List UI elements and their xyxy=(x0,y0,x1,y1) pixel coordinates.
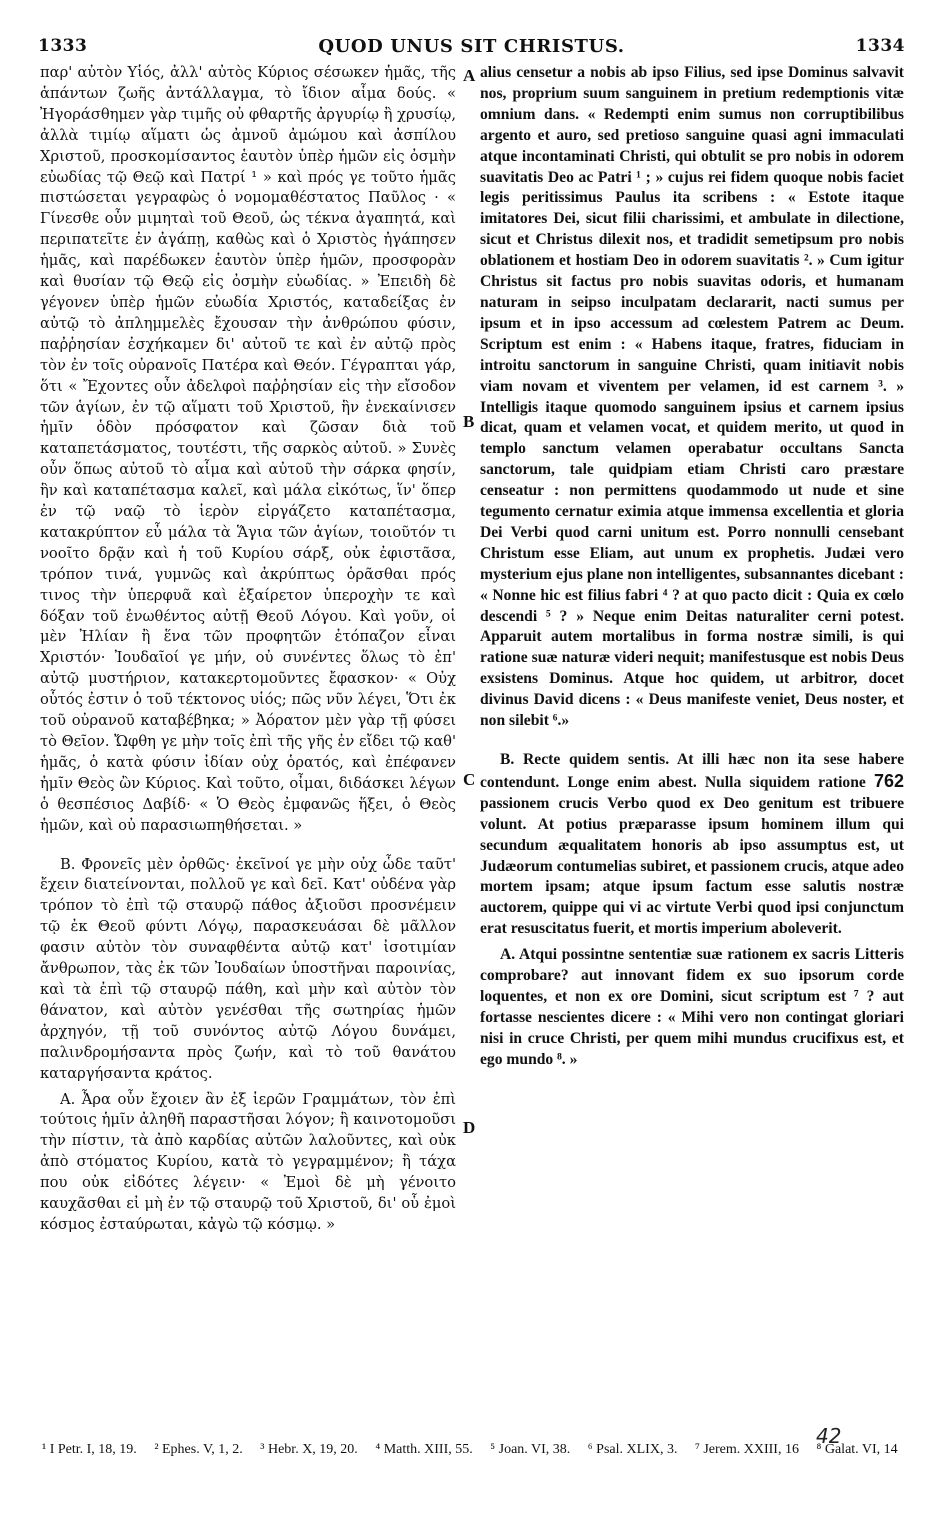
latin-paragraph-1: alius censetur a nobis ab ipso Filius, sed ipse Dominus salvavit nos, proprium suum sanguinem in pretium redemptionis vitæ omnium dans. « Redempti enim sumus non corruptibilibus argento et auro, sed pretioso sanguine quasi agni immaculati atque incontaminati Christi, qui obtulit se pro nobis in odorem suavitatis Deo ac Patri ¹ ; » cujus rei fidem quoque nobis faciet legis peritissimus Paulus ita scribens : « Estote itaque imitatores Dei, sicut filii charissimi, et ambulate in dilectione, sicut et Christus dilexit nos, et tradidit semetipsum pro nobis oblationem et hostiam Deo in odorem suavitatis ². » Cum igitur Christus sit factus pro nobis suavitas odoris, et humanam naturam in seipso inculpatam declararit, nacti sumus per ipsum et in ipso accessum ad cœlestem Patrem ac Deum. Scriptum est enim : « Habens itaque, fratres, fiduciam in introitu sanctorum in sanguine Christi, quam initiavit nobis viam novam et viventem per velamen, id est carnem ³. » Intelligis itaque quomodo sanguinem ipsius et carnem ipsius dicat, quam et velamen vocat, et quidem merito, ut quod in templo sanctum velamen operabatur occultans Sancta sanctorum, tale quidpiam etiam Christi caro præstare censeatur : non permittens quodammodo ut nude et sine tegumento cernatur eximia atque immensa excellentia et gloria Dei Verbi quod carni unitum est. Porro nonnulli censebant Christum esse Eliam, aut unum ex prophetis. Judæi vero mysterium ejus plane non intelligentes, subsannantes dicebant : « Nonne hic est filius fabri ⁴ ? at quo pacto dicit : Quia ex cœlo descendi ⁵ ? » Neque enim Deitas naturaliter cerni potest. Apparuit autem mortalibus in forma nostræ simili, is qui ratione suæ naturæ videri nequit; manifestusque est nobis Deus exsistens Dominus. Atque hoc quidem, ut arbitror, docet divinus David dicens : « Deus manifeste veniet, Deus noster, et non silebit ⁶.» xyxy=(480,64,904,730)
footnote-3: ³ Hebr. X, 19, 20. xyxy=(260,1442,358,1457)
running-title: QUOD UNUS SIT CHRISTUS. xyxy=(318,36,625,57)
latin-paragraph-2 xyxy=(480,750,904,940)
footnote-6: ⁶ Psal. XLIX, 3. xyxy=(587,1442,678,1457)
handwritten-note: 42 xyxy=(816,1424,842,1448)
greek-paragraph-1: παρ' αὐτὸν Υἱός, ἀλλ' αὐτὸς Κύριος σέσωκεν ἡμᾶς, τῆς ἁπάντων ζωῆς ἀντάλλαγμα, τὸ ἴδιον αἷμα δούς. « Ἠγοράσθημεν γὰρ τιμῆς οὐ φθαρτῆς ἀργυρίῳ ἢ χρυσίῳ, ἀλλὰ τιμίῳ αἵματι ὡς ἀμνοῦ ἀμώμου καὶ ἀσπίλου Χριστοῦ, προσκομίσαντος ἑαυτὸν ὑπὲρ ἡμῶν εἰς ὀσμὴν εὐωδίας τῷ Θεῷ καὶ Πατρί ¹ » καὶ πρός γε τοῦτο ἡμᾶς πιστώσεται γεγραφὼς ὁ νομομαθέστατος Παῦλος · « Γίνεσθε οὖν μιμηταὶ τοῦ Θεοῦ, ὡς τέκνα ἀγαπητά, καὶ περιπατεῖτε ἐν ἀγάπῃ, καθὼς καὶ ὁ Χριστὸς ἠγάπησεν ἡμᾶς, καὶ παρέδωκεν ἑαυτὸν ὑπὲρ ἡμῶν, προσφορὰν καὶ θυσίαν τῷ Θεῷ εἰς ὀσμὴν εὐωδίας. » Ἐπειδὴ δὲ γέγονεν ὑπὲρ ἡμῶν εὐωδία Χριστός, καταδείξας ἐν αὐτῷ τὸ ἀπλημμελὲς ἔχουσαν τὴν ἀνθρώπου φύσιν, παῤῥησίαν ἐσχήκαμεν δι' αὐτοῦ τε καὶ ἐν αὐτῷ πρὸς τὸν ἐν τοῖς οὐρανοῖς Πατέρα καὶ Θεόν. Γέγραπται γάρ, ὅτι « Ἔχοντες οὖν ἀδελφοὶ παῤῥησίαν εἰς τὴν εἴσοδον τῶν ἁγίων, ἐν τῷ αἵματι τοῦ Χριστοῦ, ἣν ἐνεκαίνισεν ἡμῖν ὁδὸν πρόσφατον καὶ ζῶσαν διὰ τοῦ καταπετάσματος, τουτέστι, τῆς σαρκὸς αὐτοῦ. » Συνὲς οὖν ὅπως αὐτοῦ τὸ αἷμα καὶ αὐτοῦ τὴν σάρκα φησίν, ἣν καὶ καταπέτασμα καλεῖ, καὶ μάλα εἰκότως, ἵν' ὅπερ ἐν τῷ ναῷ τὸ ἱερὸν εἰργάζετο καταπέτασμα, κατακρύπτον εὖ μάλα τὰ Ἅγια τῶν ἁγίων, τοιοῦτόν τι νοοῖτο δρᾷν καὶ ἡ τοῦ Κυρίου σάρξ, οὐκ ἐφιστᾶσα, τρόπον τινά, γυμνῶς καὶ ἀκρύπτως ὁρᾶσθαι πρός τινος τὴν ὑπερφυᾶ καὶ ἐξαίρετον ὑπεροχὴν τε καὶ δόξαν τοῦ ἐνωθέντος αὐτῇ Θεοῦ Λόγου. Καὶ γοῦν, οἱ μὲν Ἠλίαν ἢ ἕνα τῶν προφητῶν ἐτόπαζον εἶναι Χριστόν· Ἰουδαῖοί γε μήν, οὐ συνέντες ὅλως τὸ ἐπ' αὐτῷ μυστήριον, κατακερτομοῦντες ἔφασκον· « Οὐχ οὗτός ἐστιν ὁ τοῦ τέκτονος υἱός; πῶς νῦν λέγει, Ὅτι ἐκ τοῦ οὐρανοῦ καταβέβηκα; » Ἀόρατον μὲν γὰρ τῇ φύσει τὸ Θεῖον. Ὤφθη γε μὴν τοῖς ἐπὶ τῆς γῆς ἐν εἴδει τῷ καθ' ἡμᾶς, ὁ κατὰ φύσιν ἰδίαν οὐχ ὁρατός, καὶ ἐπέφανεν ἡμῖν Θεὸς ὢν Κύριος. Καὶ τοῦτο, οἶμαι, διδάσκει λέγων ὁ θεσπέσιος Δαβίδ· « Ὁ Θεὸς ἐμφανῶς ἥξει, ὁ Θεὸς ἡμῶν, καὶ οὐ παρασιωπηθήσεται. » xyxy=(40,64,456,834)
footnotes xyxy=(42,1440,912,1460)
section-marker-a: A xyxy=(463,66,476,85)
section-marker-c: C xyxy=(463,770,476,789)
page-header xyxy=(38,36,905,58)
column-number: 762 xyxy=(873,770,904,791)
latin-column xyxy=(480,63,904,1071)
footnote-2: ² Ephes. V, 1, 2. xyxy=(154,1442,243,1457)
section-marker-b: B xyxy=(463,412,475,431)
page-number-right: 1334 xyxy=(855,36,905,56)
page-number-left: 1333 xyxy=(38,36,88,56)
greek-column xyxy=(40,63,456,1236)
latin-paragraph-3: A. Atqui possintne sententiæ suæ rationem ex sacris Litteris comprobare? aut innovant fidem ex suo ipsorum corde loquentes, et non ex ore Domini, sicut scriptum est ⁷ ? aut fortasse nescientes dicere : « Mihi vero non contingat gloriari nisi in cruce Christi, per quem mihi mundus crucifixus est, et ego mundo ⁸. » xyxy=(480,946,904,1068)
footnote-1: ¹ I Petr. I, 18, 19. xyxy=(42,1442,137,1457)
section-marker-d: D xyxy=(463,1118,476,1137)
footnote-5: ⁵ Joan. VI, 38. xyxy=(490,1442,571,1457)
greek-paragraph-3: Α. Ἆρα οὖν ἔχοιεν ἂν ἐξ ἱερῶν Γραμμάτων, τὸν ἐπὶ τούτοις ἡμῖν ἀληθῆ παραστῆσαι λόγον; ἢ καινοτομοῦσι τὴν πίστιν, τὰ ἀπὸ καρδίας αὐτῶν λαλοῦντες, καὶ οὐκ ἀπὸ στόματος Κυρίου, κατὰ τὸ γεγραμμένον; ἢ τάχα που οὐκ εἰδότες λέγειν· « Ἐμοὶ δὲ μὴ γένοιτο καυχᾶσθαι εἰ μὴ ἐν τῷ σταυρῷ τοῦ Χριστοῦ, δι' οὗ ἐμοὶ κόσμος ἐσταύρωται, κἀγὼ τῷ κόσμῳ. » xyxy=(40,1090,456,1233)
greek-paragraph-2: Β. Φρονεῖς μὲν ὀρθῶς· ἐκεῖνοί γε μὴν οὐχ ὧδε ταῦτ' ἔχειν διατείνονται, πολλοῦ γε καὶ δεῖ. Κατ' οὐδένα γὰρ τρόπον τὸ ἐπὶ τῷ σταυρῷ πάθος ἀξιοῦσι προσνέμειν τῷ ἐκ Θεοῦ φύντι Λόγῳ, παρασκευάσαι δὲ μᾶλλον φασιν αὐτὸν τὸν συναφθέντα αὐτῷ κατ' ἰσοτιμίαν ἄνθρωπον, τὰς ἐκ τῶν Ἰουδαίων ὑποστῆναι παροινίας, καὶ τὰ ἐπὶ τῷ σταυρῷ πάθη, καὶ μὴν καὶ αὐτὸν τὸν θάνατον, καὶ αὐτὸν γενέσθαι τῆς σωτηρίας ἡμῶν ἀρχηγόν, τῇ τοῦ συνόντος αὐτῷ Λόγου δυνάμει, παλινδρομήσαντα πρὸς ζωήν, καὶ τὸ τοῦ θανάτου καταργήσαντα κράτος. xyxy=(40,855,456,1082)
footnote-4: ⁴ Matth. XIII, 55. xyxy=(375,1442,473,1457)
latin-paragraph-2-start: B. Recte quidem sentis. At illi hæc non ita sese habere contendunt. Longe enim abest. Nulla siquidem ratione xyxy=(480,751,904,791)
footnote-7: ⁷ Jerem. XXIII, 16 xyxy=(694,1442,799,1457)
latin-paragraph-2-end: passionem crucis Verbo quod ex Deo genitum est tribuere volunt. At potius præparasse ipsum hominem illum qui secundum æqualitatem honoris ab ipso assumptus est, ut Judæorum contumelias subiret, et passionem crucis, atque adeo mortem ipsam; atque ipsum factum esse salutis nostræ auctorem, quippe qui vi ac virtute Verbi quod ipsi conjunctum erat resuscitatus fuerit, et mortis imperium aboleverit. xyxy=(480,794,904,938)
footnote-8: ⁸ Galat. VI, 14 xyxy=(816,1442,898,1457)
